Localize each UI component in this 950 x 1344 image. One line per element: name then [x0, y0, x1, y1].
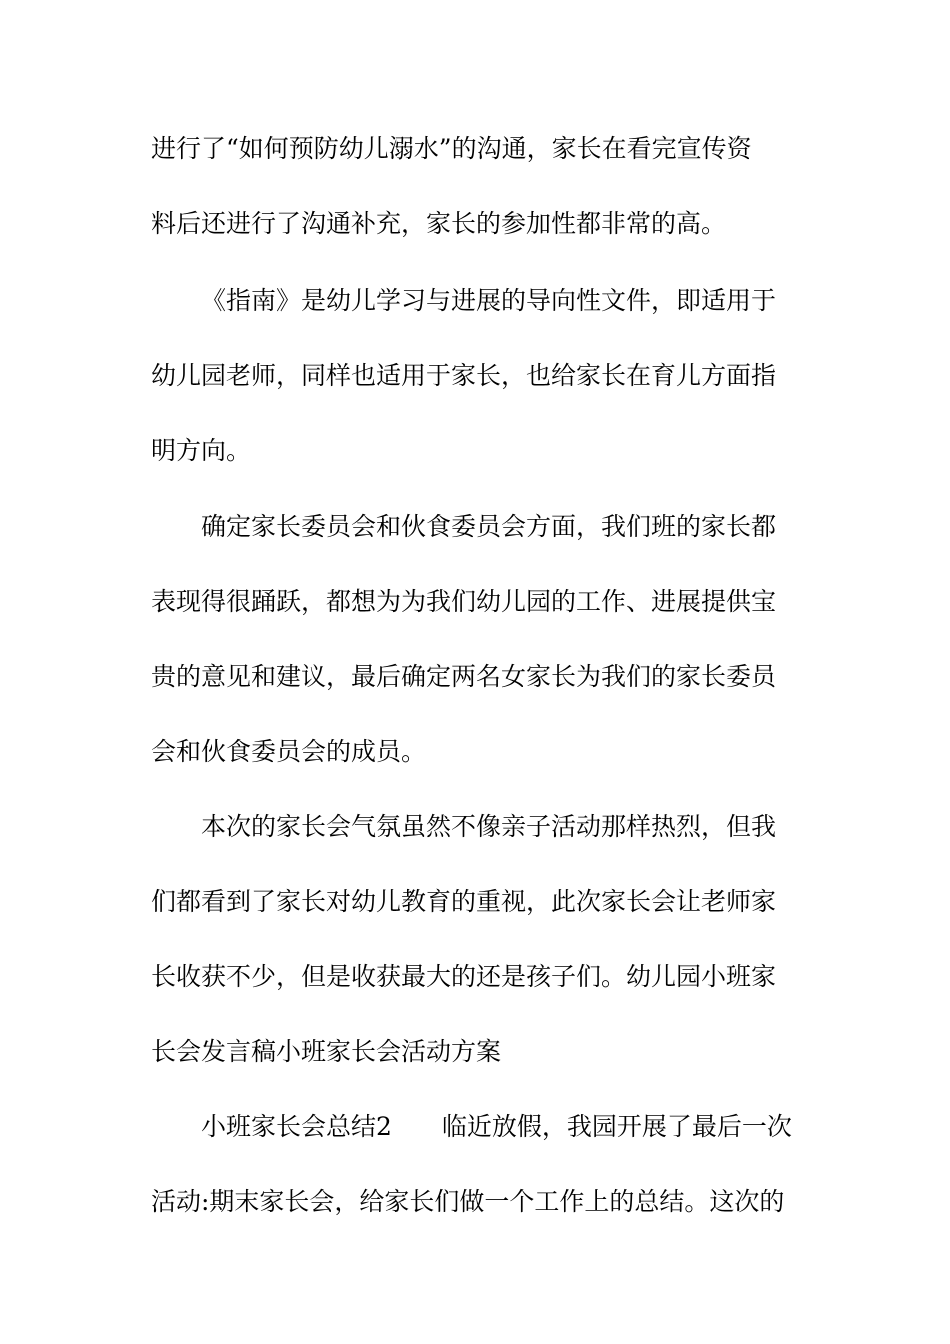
text-line: 明方向。 [151, 436, 252, 465]
text-line: 们都看到了家长对幼儿教育的重视，此次家长会让老师家 [151, 887, 777, 916]
text-line: 料后还进行了沟通补充，家长的参加性都非常的高。 [151, 209, 727, 238]
text-line: 会和伙食委员会的成员。 [151, 737, 427, 766]
text-line: 本次的家长会气氛虽然不像亲子活动那样热烈，但我 [201, 812, 777, 841]
text-line: 小班家长会总结2 临近放假，我园开展了最后一次 [201, 1112, 792, 1141]
text-line: 贵的意见和建议，最后确定两名女家长为我们的家长委员 [151, 662, 777, 691]
text-line: 进行了“如何预防幼儿溺水”的沟通，家长在看完宣传资 [151, 134, 752, 163]
text-line: 幼儿园老师，同样也适用于家长，也给家长在育儿方面指 [151, 361, 777, 390]
text-line: 《指南》是幼儿学习与进展的导向性文件，即适用于 [201, 286, 777, 315]
text-line: 活动:期末家长会，给家长们做一个工作上的总结。这次的 [151, 1187, 785, 1216]
text-line: 表现得很踊跃，都想为为我们幼儿园的工作、进展提供宝 [151, 587, 777, 616]
text-line: 长会发言稿小班家长会活动方案 [151, 1037, 502, 1066]
text-line: 长收获不少，但是收获最大的还是孩子们。幼儿园小班家 [151, 962, 777, 991]
text-line: 确定家长委员会和伙食委员会方面，我们班的家长都 [201, 512, 777, 541]
